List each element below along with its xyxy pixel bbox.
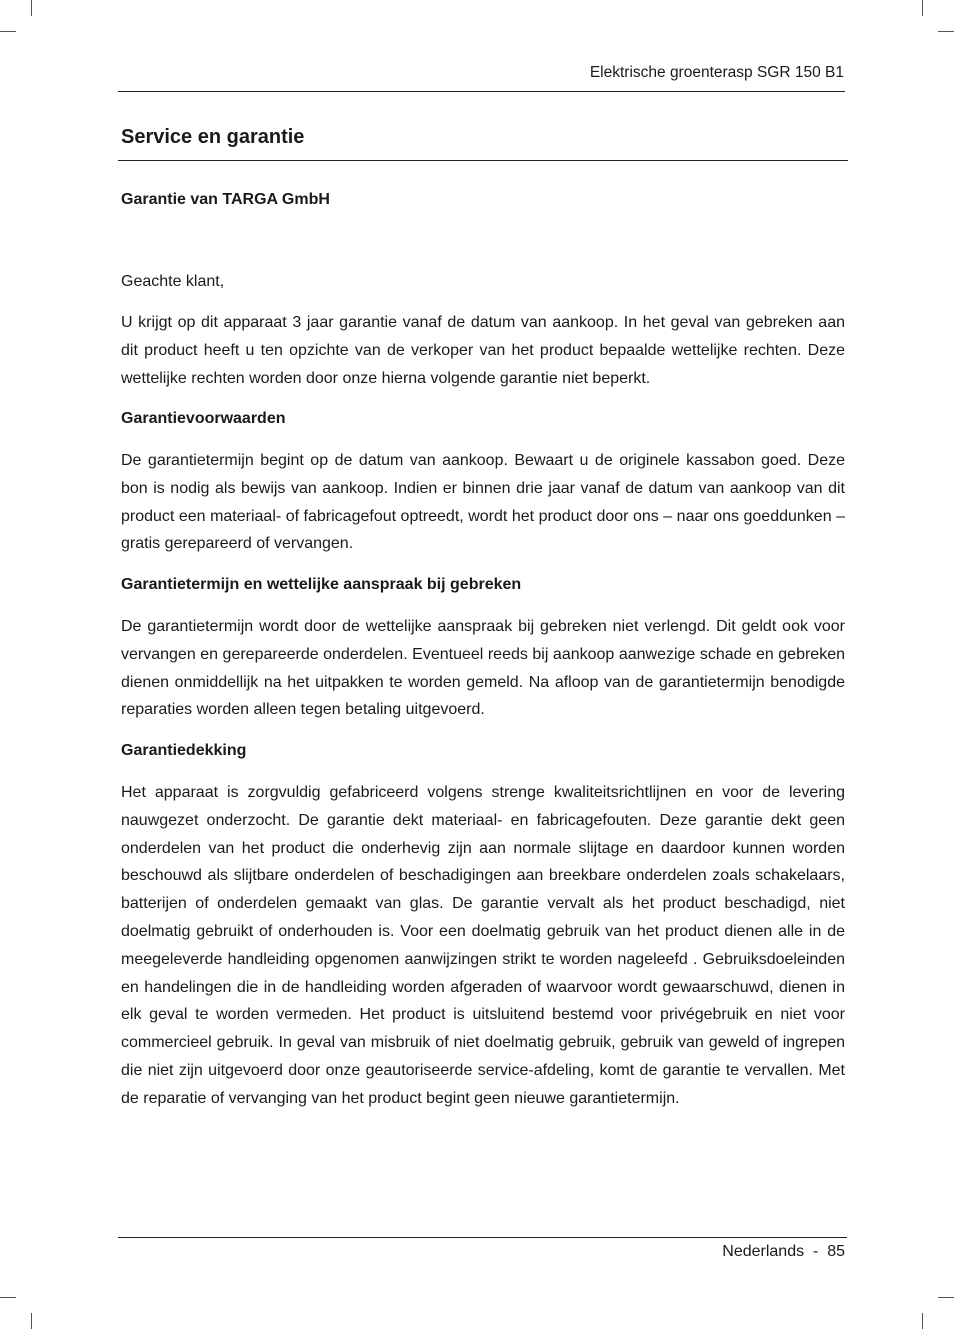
conditions-paragraph: De garantietermijn begint op de datum van aankoop. Bewaart u de originele kassabon goed. Deze bon is nodig als bewijs van aankoop. Indien er binnen drie jaar vanaf de datum van aankoop van dit product een materiaal- of fabricagefout optreedt, wordt het product door ons – naar ons goeddunken – gratis gerepareerd of vervangen. — [121, 452, 845, 553]
page-title: Service en garantie — [121, 126, 305, 148]
crop-mark — [922, 0, 923, 16]
header-rule — [118, 91, 845, 92]
crop-mark — [31, 1313, 32, 1329]
running-header: Elektrische groenterasp SGR 150 B1 — [589, 64, 844, 81]
crop-mark — [0, 31, 16, 32]
crop-mark — [938, 31, 954, 32]
salutation: Geachte klant, — [121, 273, 225, 290]
crop-mark — [938, 1297, 954, 1298]
conditions-heading: Garantievoorwaarden — [121, 410, 286, 427]
term-paragraph: De garantietermijn wordt door de wettelijke aanspraak bij gebreken niet verlengd. Dit geldt ook voor vervangen en gerepareerde onderdelen. Eventueel reeds bij aankoop aanwezige schade en gebreken dienen onmiddellijk na het uitpakken te worden gemeld. Na afloop van de garantietermijn benodigde reparaties worden alleen tegen betaling uitgevoerd. — [121, 618, 845, 719]
intro-paragraph: U krijgt op dit apparaat 3 jaar garantie vanaf de datum van aankoop. In het geval van gebreken aan dit product heeft u ten opzichte van de verkoper van het product bepaalde wettelijke rechten. Deze wettelijke rechten worden door onze hierna volgende garantie niet beperkt. — [121, 314, 845, 387]
crop-mark — [0, 1297, 16, 1298]
warranty-heading: Garantie van TARGA GmbH — [121, 191, 330, 208]
title-rule — [118, 160, 848, 161]
coverage-heading: Garantiedekking — [121, 742, 247, 759]
crop-mark — [922, 1313, 923, 1329]
term-heading: Garantietermijn en wettelijke aanspraak bij gebreken — [121, 576, 522, 593]
crop-mark — [31, 0, 32, 16]
footer-rule — [118, 1237, 847, 1238]
page-number: Nederlands - 85 — [722, 1243, 845, 1260]
coverage-paragraph: Het apparaat is zorgvuldig gefabriceerd volgens strenge kwaliteitsrichtlijnen en voor de levering nauwgezet onderzocht. De garantie dekt materiaal- en fabricagefouten. Deze garantie dekt geen onderdelen van het product die onderhevig zijn aan normale slijtage en daardoor kunnen worden beschouwd als slijtbare onderdelen of beschadigingen aan breekbare onderdelen zoals schakelaars, batterijen of onderdelen gemaakt van glas. De garantie vervalt als het product beschadigd, niet doelmatig gebruikt of onderhouden is. Voor een doelmatig gebruik van het product dienen alle in de meegeleverde handleiding opgenomen aanwijzingen strikt te worden nageleefd . Gebruiksdoeleinden en handelingen die in de handleiding worden afgeraden of waarvoor wordt gewaarschuwd, dienen in elk geval te worden vermeden. Het product is uitsluitend bestemd voor privégebruik en niet voor commercieel gebruik. In geval van misbruik of niet doelmatig gebruik, gebruik van geweld of ingrepen die niet zijn uitgevoerd door onze geautoriseerde service-afdeling, komt de garantie te vervallen. Met de reparatie of vervanging van het product begint geen nieuwe garantietermijn. — [121, 784, 845, 1107]
